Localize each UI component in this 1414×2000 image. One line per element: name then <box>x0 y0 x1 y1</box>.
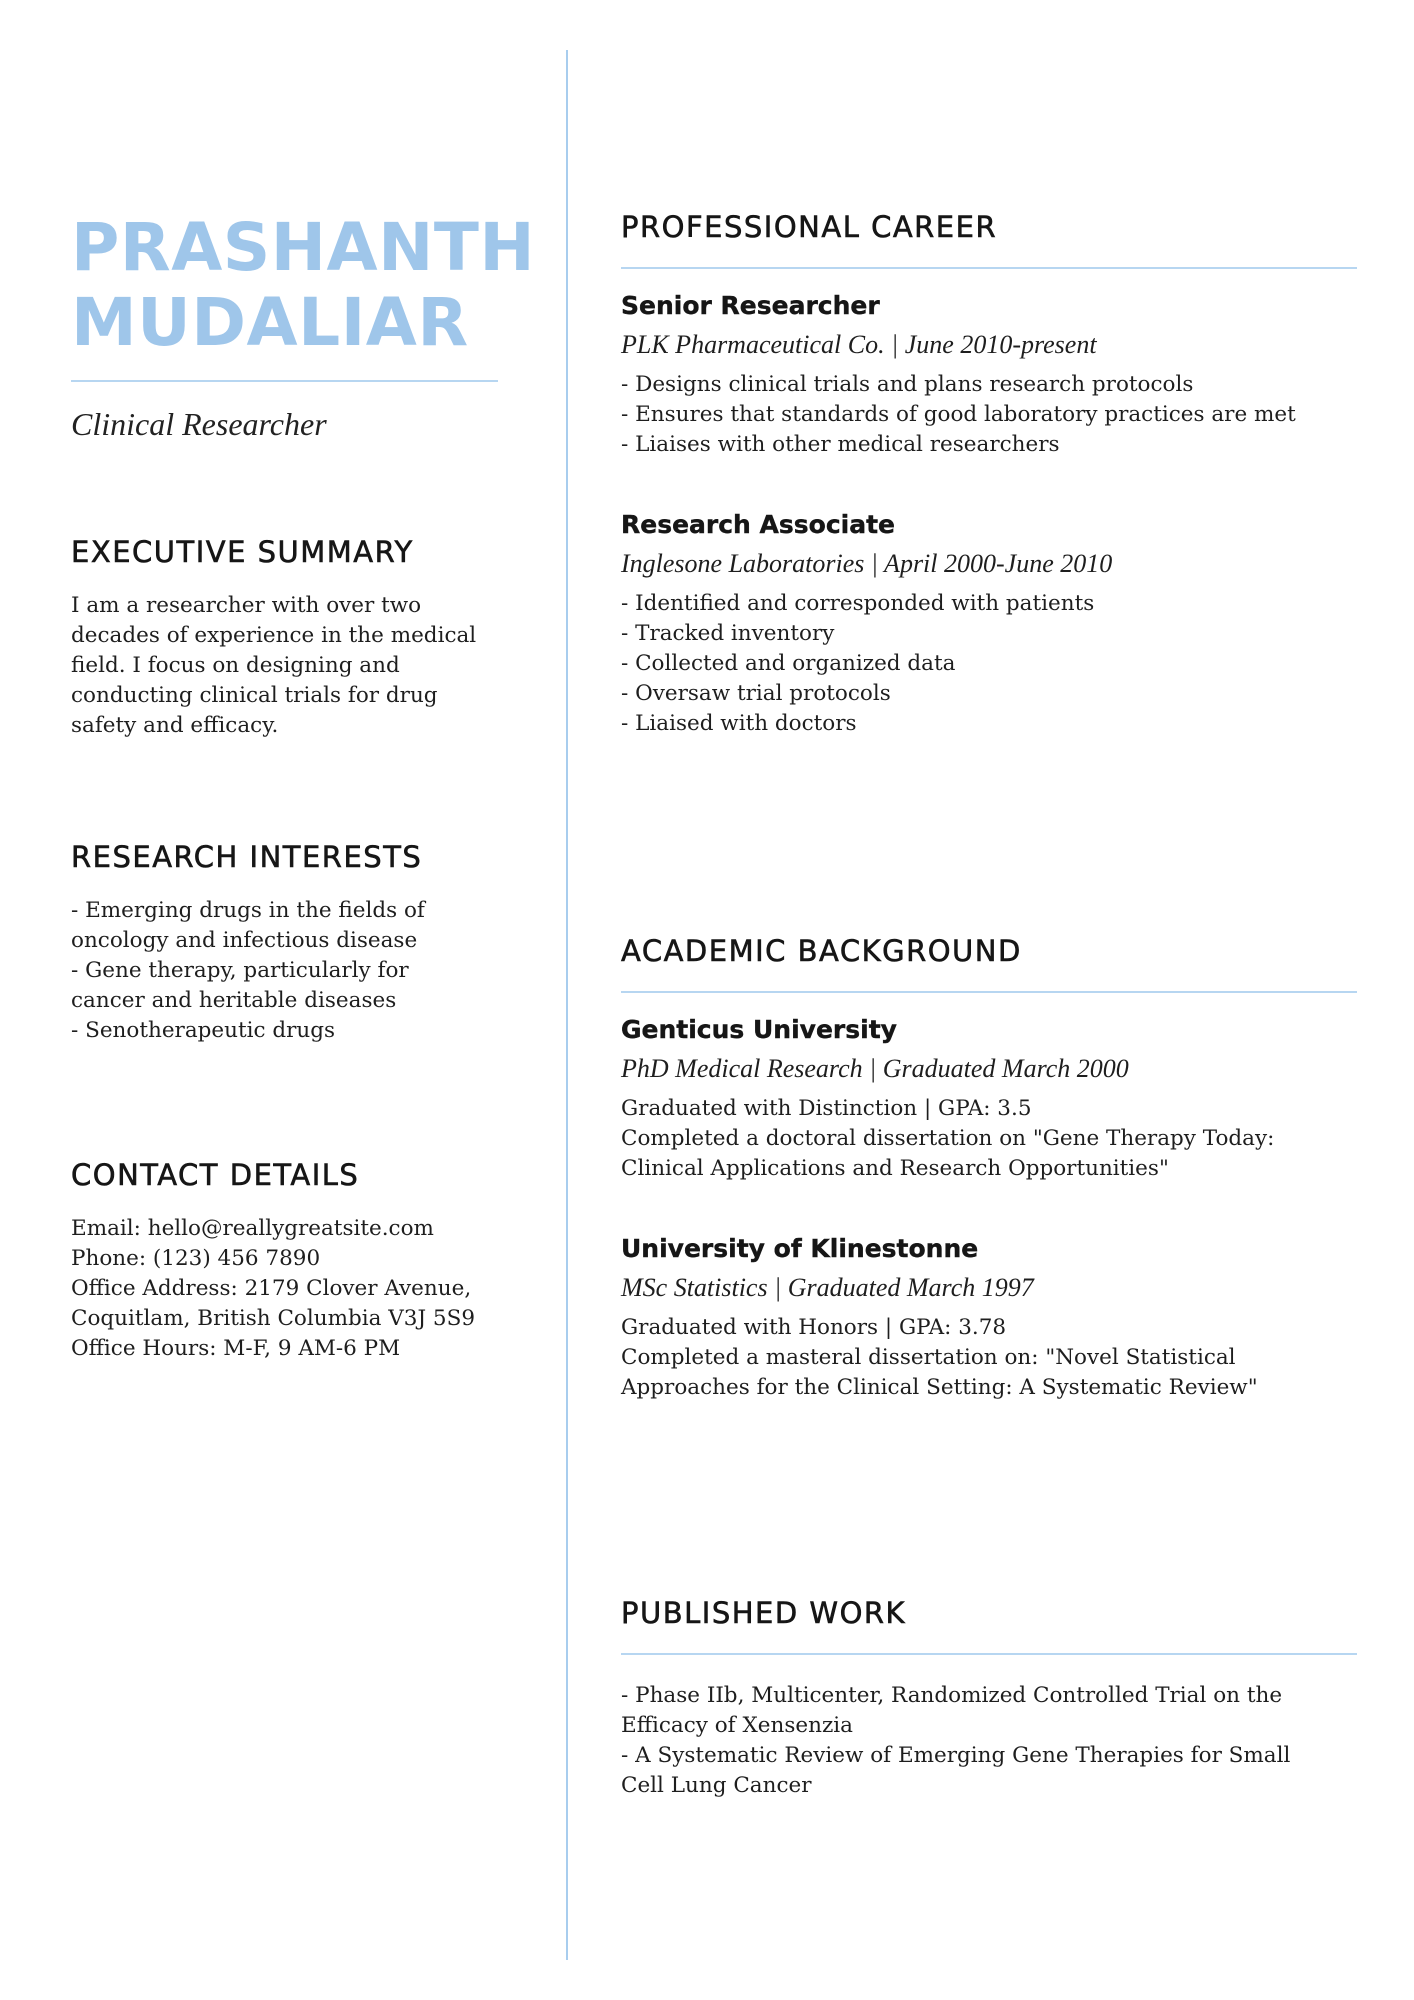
degree-meta: MSc Statistics | Graduated March 1997 <box>621 1273 1034 1302</box>
executive-summary-heading: EXECUTIVE SUMMARY <box>71 535 414 569</box>
academic-background-heading: ACADEMIC BACKGROUND <box>621 934 1022 968</box>
left-column <box>71 209 536 1361</box>
executive-summary-section <box>71 535 476 741</box>
education-detail: Graduated with Honors | GPA: 3.78 <box>621 1315 1007 1340</box>
education-detail: Graduated with Distinction | GPA: 3.5 <box>621 1096 1032 1121</box>
contact-details-heading: CONTACT DETAILS <box>71 1158 360 1192</box>
job-duty: - Tracked inventory <box>621 621 835 646</box>
job-meta: PLK Pharmaceutical Co. | June 2010-present <box>621 330 1097 359</box>
academic-background-section <box>621 934 1357 1403</box>
job-title: Senior Researcher <box>621 291 880 320</box>
contact-address-line: Coquitlam, British Columbia V3J 5S9 <box>71 1306 475 1331</box>
section-rule <box>621 991 1357 993</box>
interest-line: - Gene therapy, particularly for <box>71 958 409 983</box>
publication-line: Cell Lung Cancer <box>621 1773 812 1798</box>
published-work-heading: PUBLISHED WORK <box>621 1596 907 1630</box>
education-entry <box>621 1234 1357 1403</box>
name-line-2: MUDALIAR <box>71 284 469 361</box>
section-rule <box>621 1653 1357 1655</box>
summary-line: I am a researcher with over two <box>71 593 422 618</box>
column-divider <box>566 50 568 1960</box>
contact-email: Email: hello@reallygreatsite.com <box>71 1216 434 1241</box>
name-line-1: PRASHANTH <box>71 209 536 286</box>
summary-line: safety and efficacy. <box>71 713 279 738</box>
publication-line: Efficacy of Xensenzia <box>621 1713 853 1738</box>
interest-line: oncology and infectious disease <box>71 928 418 953</box>
job-duty: - Designs clinical trials and plans research protocols <box>621 372 1194 397</box>
job-title: Research Associate <box>621 510 896 539</box>
job-entry <box>621 510 1357 739</box>
education-detail: Clinical Applications and Research Opportunities" <box>621 1156 1169 1181</box>
job-duty: - Liaises with other medical researchers <box>621 432 1060 457</box>
job-duty: - Liaised with doctors <box>621 711 857 736</box>
professional-career-heading: PROFESSIONAL CAREER <box>621 210 998 244</box>
summary-line: field. I focus on designing and <box>71 653 400 678</box>
publication-line: - Phase IIb, Multicenter, Randomized Controlled Trial on the <box>621 1683 1283 1708</box>
degree-meta: PhD Medical Research | Graduated March 2000 <box>621 1054 1129 1083</box>
contact-address-line: Office Address: 2179 Clover Avenue, <box>71 1276 472 1301</box>
interest-line: cancer and heritable diseases <box>71 988 397 1013</box>
interest-line: - Emerging drugs in the fields of <box>71 898 425 923</box>
education-detail: Completed a masteral dissertation on: "Novel Statistical <box>621 1345 1236 1370</box>
interest-line: - Senotherapeutic drugs <box>71 1018 336 1043</box>
research-interests-heading: RESEARCH INTERESTS <box>71 840 423 874</box>
job-duty: - Oversaw trial protocols <box>621 681 891 706</box>
summary-line: conducting clinical trials for drug <box>71 683 438 708</box>
summary-line: decades of experience in the medical <box>71 623 477 648</box>
contact-phone: Phone: (123) 456 7890 <box>71 1246 321 1271</box>
candidate-name <box>71 209 536 361</box>
research-interests-section <box>71 840 425 1046</box>
education-detail: Approaches for the Clinical Setting: A Systematic Review" <box>621 1375 1258 1400</box>
role-title: Clinical Researcher <box>71 406 327 442</box>
contact-details-section <box>71 1158 475 1364</box>
education-detail: Completed a doctoral dissertation on "Gene Therapy Today: <box>621 1126 1275 1151</box>
school-name: Genticus University <box>621 1015 897 1044</box>
professional-career-section <box>621 210 1357 739</box>
contact-hours: Office Hours: M-F, 9 AM-6 PM <box>71 1336 401 1361</box>
published-work-section <box>621 1596 1357 1801</box>
job-duty: - Ensures that standards of good laboratory practices are met <box>621 402 1296 427</box>
job-entry <box>621 291 1357 460</box>
name-rule <box>71 380 498 382</box>
job-duty: - Identified and corresponded with patients <box>621 591 1095 616</box>
publication-line: - A Systematic Review of Emerging Gene Therapies for Small <box>621 1743 1291 1768</box>
school-name: University of Klinestonne <box>621 1234 979 1263</box>
job-duty: - Collected and organized data <box>621 651 956 676</box>
section-rule <box>621 267 1357 269</box>
education-entry <box>621 1015 1357 1184</box>
job-meta: Inglesone Laboratories | April 2000-June 2010 <box>621 549 1113 578</box>
